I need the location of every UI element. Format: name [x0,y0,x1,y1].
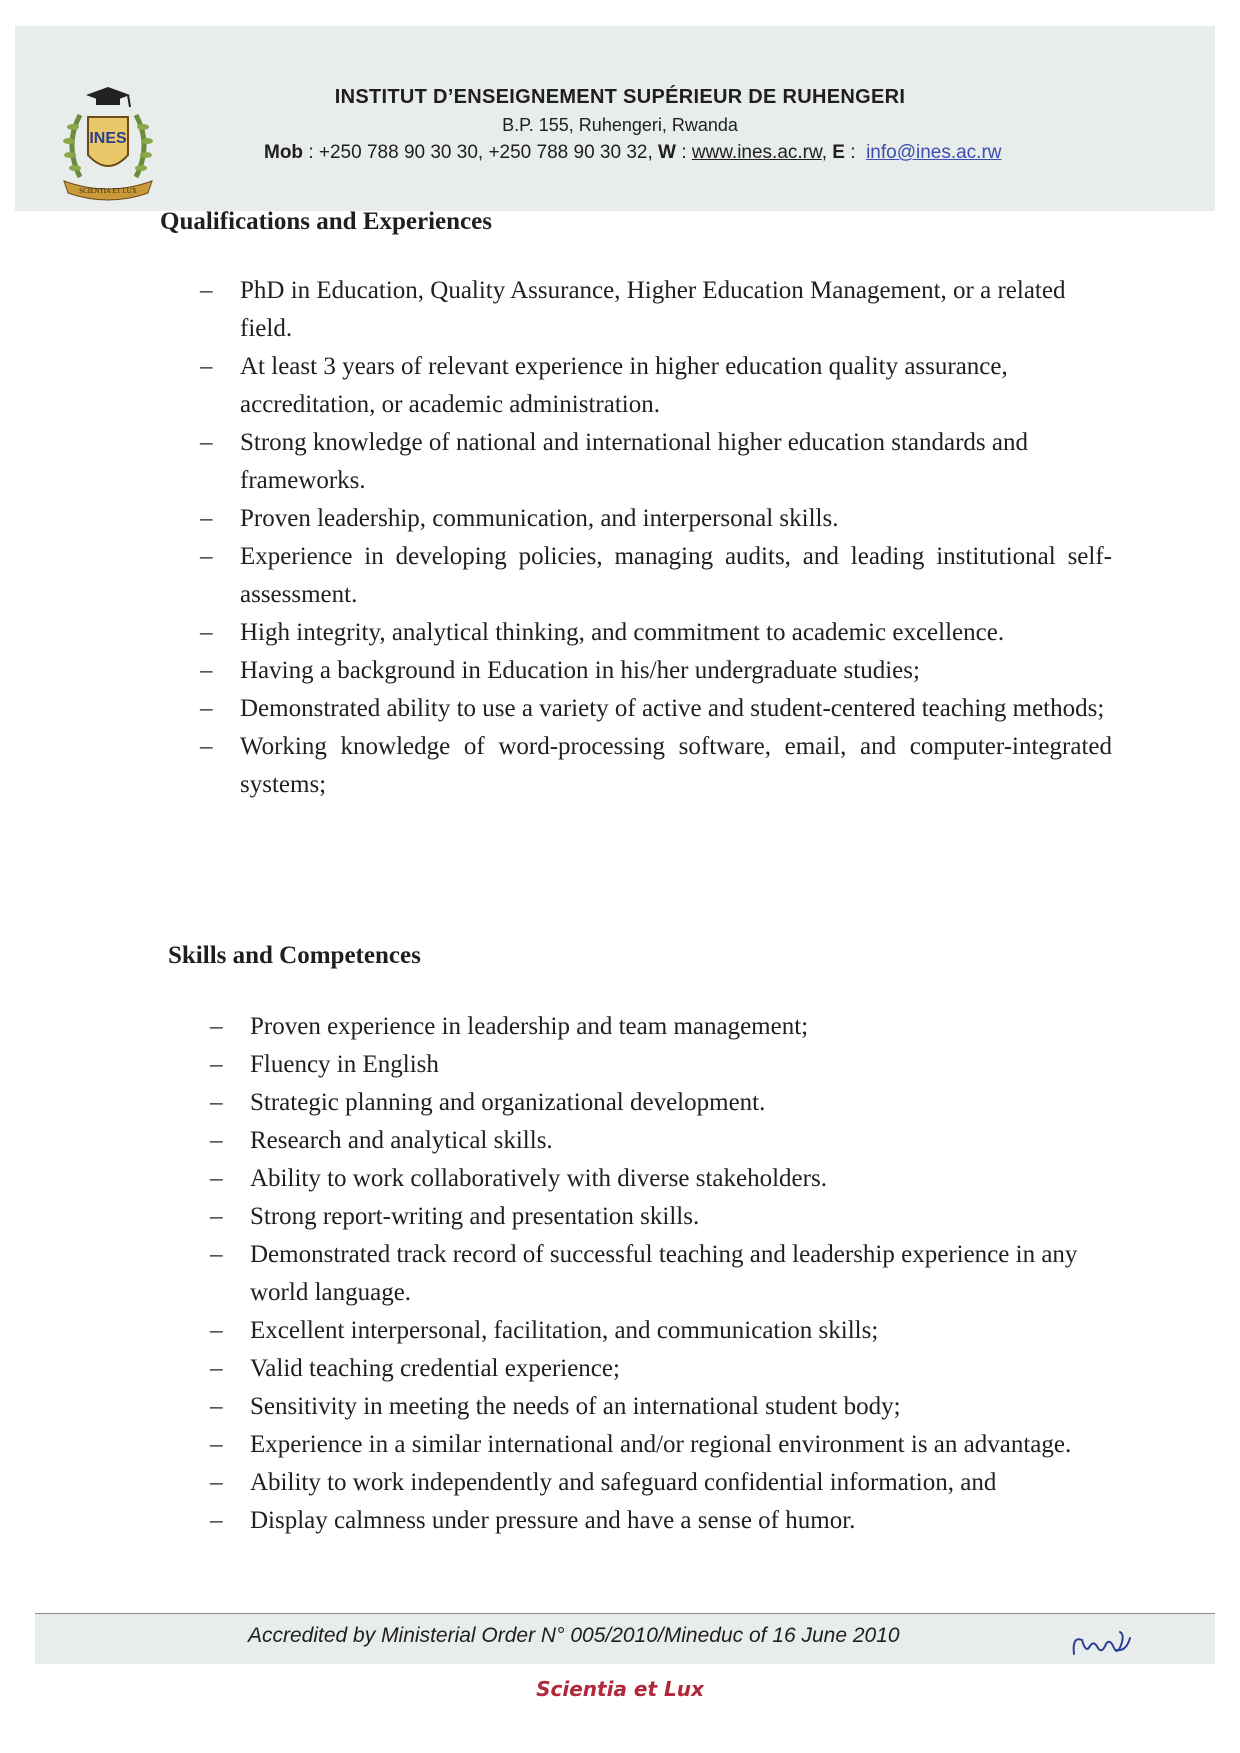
bullet-dash: – [200,353,213,380]
list-item: – Display calmness under pressure and have a sense of humor. [210,1502,1120,1540]
bullet-dash: – [210,1127,223,1154]
bullet-dash: – [200,733,213,760]
list-item: – High integrity, analytical thinking, and commitment to academic excellence. [200,614,1112,652]
email-label: E [832,142,845,163]
bullet-dash: – [210,1393,223,1420]
institution-name: INSTITUT D’ENSEIGNEMENT SUPÉRIEUR DE RUHENGERI [334,86,906,108]
bullet-dash: – [200,657,213,684]
list-item: – Strong knowledge of national and international higher education standards and frameworks. [200,424,1112,500]
list-item: – PhD in Education, Quality Assurance, Higher Education Management, or a related field. [200,272,1112,348]
logo-motto: SCIENTIA ET LUX [79,187,137,195]
bullet-dash: – [210,1241,223,1268]
logo-text: INES [89,130,127,147]
bullet-dash: – [200,543,213,570]
list-item: – Demonstrated track record of successful teaching and leadership experience in any world language. [210,1236,1120,1312]
bullet-dash: – [210,1089,223,1116]
institution-motto: Scientia et Lux [536,1677,704,1701]
list-item: – Sensitivity in meeting the needs of an international student body; [210,1388,1120,1426]
ines-logo [58,85,158,203]
email-link[interactable]: info@ines.ac.rw [866,142,1002,163]
list-item: – Strong report-writing and presentation skills. [210,1198,1120,1236]
skills-list [210,1008,1120,1540]
list-item: – Valid teaching credential experience; [210,1350,1120,1388]
mob-label: Mob [264,142,304,163]
phone-numbers: : +250 788 90 30 30, +250 788 90 30 32, [303,142,659,163]
institution-address: B.P. 155, Ruhengeri, Rwanda [502,115,738,135]
list-item: – Ability to work independently and safeguard confidential information, and [210,1464,1120,1502]
list-item: – Experience in a similar international and/or regional environment is an advantage. [210,1426,1120,1464]
list-item: – At least 3 years of relevant experience in higher education quality assurance, accreditation, or academic administration. [200,348,1112,424]
bullet-dash: – [210,1507,223,1534]
handwritten-signature [1070,1628,1132,1660]
list-item: – Working knowledge of word-processing software, email, and computer-integrated systems; [200,728,1112,804]
contact-line: Mob : +250 788 90 30 30, +250 788 90 30 32, W : www.ines.ac.rw, E : info@ines.ac.rw [264,142,1002,163]
qualifications-heading: Qualifications and Experiences [160,208,492,235]
web-label: W [658,142,676,163]
list-item: – Proven experience in leadership and team management; [210,1008,1120,1046]
list-item: – Fluency in English [210,1046,1120,1084]
bullet-dash: – [210,1051,223,1078]
bullet-dash: – [210,1013,223,1040]
bullet-dash: – [200,695,213,722]
list-item: – Demonstrated ability to use a variety of active and student-centered teaching methods; [200,690,1112,728]
list-item: – Proven leadership, communication, and interpersonal skills. [200,500,1112,538]
bullet-dash: – [200,505,213,532]
list-item: – Ability to work collaboratively with diverse stakeholders. [210,1160,1120,1198]
accreditation-note: Accredited by Ministerial Order N° 005/2010/Mineduc of 16 June 2010 [248,1624,900,1647]
bullet-dash: – [200,619,213,646]
list-item: – Strategic planning and organizational development. [210,1084,1120,1122]
bullet-dash: – [210,1355,223,1382]
skills-heading: Skills and Competences [168,942,421,969]
bullet-dash: – [210,1431,223,1458]
list-item: – Excellent interpersonal, facilitation, and communication skills; [210,1312,1120,1350]
bullet-dash: – [210,1165,223,1192]
bullet-dash: – [210,1317,223,1344]
qualifications-list [200,272,1112,804]
website-link[interactable]: www.ines.ac.rw [691,142,822,163]
list-item: – Experience in developing policies, managing audits, and leading institutional self-assessment. [200,538,1112,614]
list-item: – Having a background in Education in his/her undergraduate studies; [200,652,1112,690]
bullet-dash: – [200,429,213,456]
bullet-dash: – [200,277,213,304]
list-item: – Research and analytical skills. [210,1122,1120,1160]
bullet-dash: – [210,1203,223,1230]
bullet-dash: – [210,1469,223,1496]
